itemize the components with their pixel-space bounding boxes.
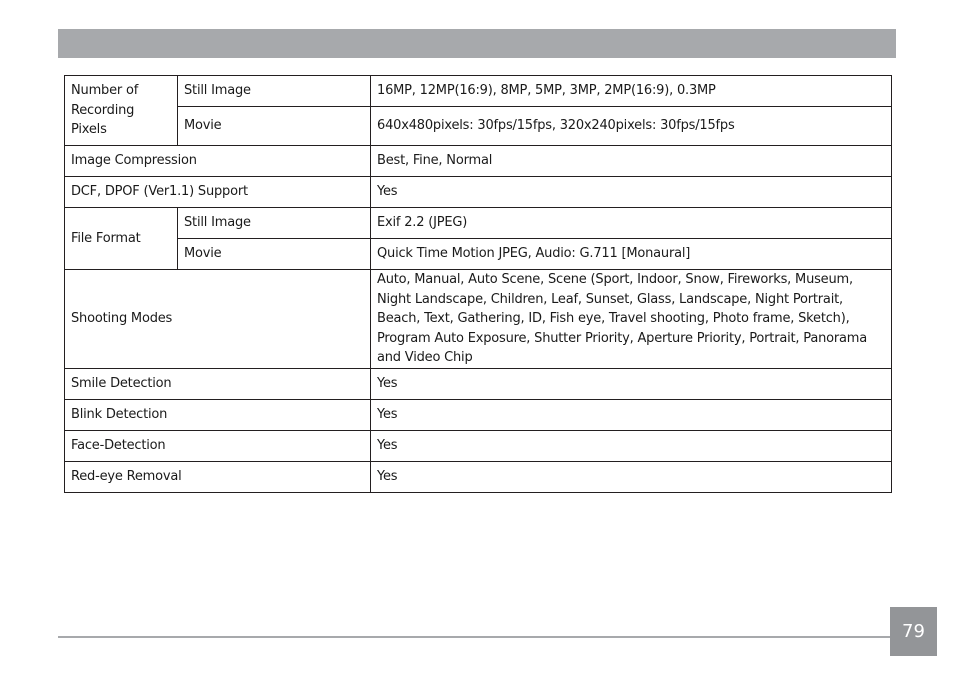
spec-label-blink-detection: Blink Detection	[65, 399, 371, 430]
header-bar	[58, 29, 896, 58]
spec-label-recording-pixels: Number of Recording Pixels	[65, 76, 178, 146]
table-row	[65, 107, 892, 146]
spec-label-dcf-dpof: DCF, DPOF (Ver1.1) Support	[65, 177, 371, 208]
spec-value-red-eye-removal: Yes	[371, 461, 892, 492]
page-number: 79	[890, 607, 937, 656]
spec-label-smile-detection: Smile Detection	[65, 368, 371, 399]
table-row	[65, 208, 892, 239]
spec-value-face-detection: Yes	[371, 430, 892, 461]
table-row	[65, 76, 892, 107]
table-row	[65, 368, 892, 399]
spec-label-face-detection: Face-Detection	[65, 430, 371, 461]
spec-value-smile-detection: Yes	[371, 368, 892, 399]
table-row	[65, 177, 892, 208]
spec-sublabel-still-image: Still Image	[178, 76, 371, 107]
spec-label-red-eye-removal: Red-eye Removal	[65, 461, 371, 492]
spec-value-movie-format: Quick Time Motion JPEG, Audio: G.711 [Monaural]	[371, 239, 892, 270]
spec-value-movie-resolutions: 640x480pixels: 30fps/15fps, 320x240pixels: 30fps/15fps	[371, 107, 892, 146]
spec-sublabel-still-image: Still Image	[178, 208, 371, 239]
spec-label-image-compression: Image Compression	[65, 146, 371, 177]
spec-value-still-resolutions: 16MP, 12MP(16:9), 8MP, 5MP, 3MP, 2MP(16:9), 0.3MP	[371, 76, 892, 107]
spec-value-image-compression: Best, Fine, Normal	[371, 146, 892, 177]
table-row	[65, 146, 892, 177]
spec-value-still-format: Exif 2.2 (JPEG)	[371, 208, 892, 239]
table-row	[65, 270, 892, 369]
spec-sublabel-movie: Movie	[178, 239, 371, 270]
spec-value-dcf-dpof: Yes	[371, 177, 892, 208]
spec-value-blink-detection: Yes	[371, 399, 892, 430]
specifications-table	[64, 75, 892, 493]
table-row	[65, 430, 892, 461]
spec-label-shooting-modes: Shooting Modes	[65, 270, 371, 369]
spec-label-file-format: File Format	[65, 208, 178, 270]
table-row	[65, 239, 892, 270]
spec-sublabel-movie: Movie	[178, 107, 371, 146]
table-row	[65, 461, 892, 492]
footer-divider	[58, 636, 890, 638]
table-row	[65, 399, 892, 430]
spec-value-shooting-modes: Auto, Manual, Auto Scene, Scene (Sport, Indoor, Snow, Fireworks, Museum, Night Landscape, Children, Leaf, Sunset, Glass, Landscape, Night Portrait, Beach, Text, Gathering, ID, Fish eye, Travel shooting, Photo frame, Sketch), Program Auto Exposure, Shutter Priority, Aperture Priority, Portrait, Panorama and Video Chip	[371, 270, 892, 369]
